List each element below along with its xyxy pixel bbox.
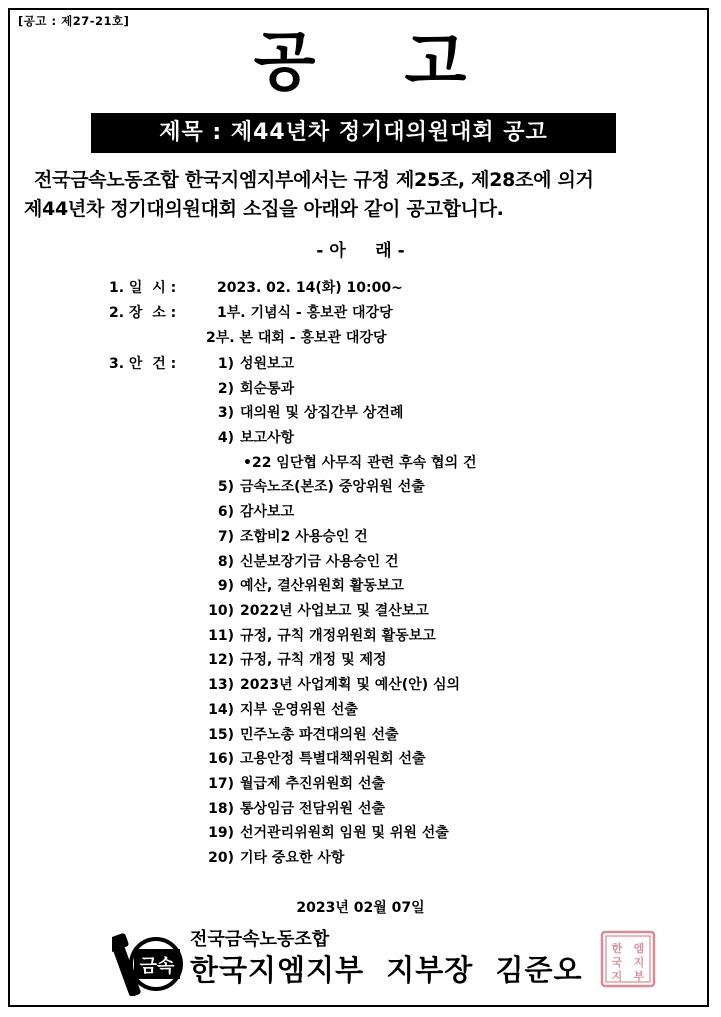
intro-line-1: 전국금속노동조합 한국지엠지부에서는 규정 제25조, 제28조에 의거 bbox=[34, 169, 594, 191]
page-title bbox=[0, 28, 721, 98]
agenda-item bbox=[206, 526, 368, 546]
agenda-item bbox=[206, 378, 294, 398]
agenda-item-text: 통상임금 전담위원 선출 bbox=[240, 801, 385, 817]
agenda-item-number: 11) bbox=[208, 628, 234, 644]
intro-line-2: 제44년차 정기대의원대회 소집을 아래와 같이 공고합니다. bbox=[24, 198, 504, 220]
title-char-2: 고 bbox=[404, 26, 468, 100]
agenda-item-text: 신분보장기금 사용승인 건 bbox=[240, 554, 399, 570]
agenda-item bbox=[206, 402, 403, 422]
section-value: 1부. 기념식 - 홍보관 대강당 bbox=[217, 305, 393, 321]
agenda-item-text: 규정, 규칙 개정 및 제정 bbox=[240, 652, 387, 668]
agenda-subitem bbox=[243, 452, 477, 472]
svg-text:부: 부 bbox=[633, 970, 645, 983]
document-frame bbox=[8, 8, 709, 1007]
section-place-line-2: 2부. 본 대회 - 홍보관 대강당 bbox=[206, 330, 387, 346]
title-char-1: 공 bbox=[253, 26, 317, 100]
agenda-item-number: 17) bbox=[208, 776, 234, 792]
intro-paragraph bbox=[24, 166, 704, 224]
issue-date: 2023년 02월 07일 bbox=[296, 900, 425, 916]
agenda-item bbox=[206, 847, 344, 867]
agenda-item bbox=[206, 748, 426, 768]
agenda-item-number: 12) bbox=[208, 652, 234, 668]
svg-text:지: 지 bbox=[611, 970, 623, 983]
agenda-item-number: 1) bbox=[217, 356, 234, 372]
agenda-item-text: 2022년 사업보고 및 결산보고 bbox=[240, 603, 429, 619]
agenda-item-text: 기타 중요한 사항 bbox=[240, 850, 345, 866]
below-heading: - 아 래 - bbox=[316, 241, 405, 261]
agenda-item-text: 회순통과 bbox=[240, 381, 295, 397]
section-label: 2. 장 소 : bbox=[109, 305, 177, 321]
agenda-item bbox=[206, 427, 294, 447]
agenda-item-number: 3) bbox=[217, 405, 234, 421]
agenda-item bbox=[206, 600, 429, 620]
agenda-item bbox=[206, 501, 294, 521]
agenda-item-number: 2) bbox=[217, 381, 234, 397]
agenda-item bbox=[206, 798, 385, 818]
agenda-subitem-text: •22 임단협 사무직 관련 후속 협의 건 bbox=[243, 455, 477, 471]
agenda-item bbox=[206, 551, 399, 571]
agenda-item-text: 감사보고 bbox=[240, 504, 295, 520]
subject-bar: 제목 : 제44년차 정기대의원대회 공고 bbox=[91, 113, 616, 153]
agenda-item bbox=[206, 476, 425, 496]
agenda-item bbox=[206, 575, 404, 595]
agenda-item bbox=[206, 699, 358, 719]
agenda-item-number: 9) bbox=[217, 578, 234, 594]
red-seal-stamp-icon bbox=[600, 930, 656, 988]
agenda-item bbox=[206, 674, 460, 694]
logo-text: 금속 bbox=[139, 956, 175, 977]
agenda-item-text: 2023년 사업계획 및 예산(안) 심의 bbox=[240, 677, 461, 693]
agenda-item bbox=[206, 625, 436, 645]
svg-text:엠: 엠 bbox=[633, 942, 645, 955]
agenda-item-text: 규정, 규칙 개정위원회 활동보고 bbox=[240, 628, 436, 644]
section-agenda bbox=[109, 353, 217, 373]
agenda-item-text: 금속노조(본조) 중앙위원 선출 bbox=[240, 479, 425, 495]
agenda-item-number: 8) bbox=[217, 554, 234, 570]
org-name: 전국금속노동조합 bbox=[190, 929, 330, 950]
agenda-item bbox=[206, 822, 449, 842]
agenda-item-number: 20) bbox=[208, 850, 234, 866]
agenda-item-number: 4) bbox=[217, 430, 234, 446]
agenda-item-number: 18) bbox=[208, 801, 234, 817]
union-logo-icon bbox=[112, 924, 190, 996]
section-value: 2023. 02. 14(화) 10:00~ bbox=[217, 280, 403, 296]
agenda-item bbox=[206, 353, 294, 373]
section-label: 1. 일 시 : bbox=[109, 280, 177, 296]
agenda-item-text: 보고사항 bbox=[240, 430, 295, 446]
notice-number: [공고 : 제27-21호] bbox=[18, 14, 130, 28]
agenda-item-number: 5) bbox=[217, 479, 234, 495]
agenda-item-number: 10) bbox=[208, 603, 234, 619]
svg-text:지: 지 bbox=[633, 956, 645, 969]
agenda-item-number: 7) bbox=[217, 529, 234, 545]
agenda-item-text: 고용안정 특별대책위원회 선출 bbox=[240, 751, 426, 767]
agenda-item-text: 월급제 추진위원회 선출 bbox=[240, 776, 385, 792]
section-label: 3. 안 건 : bbox=[109, 356, 177, 372]
agenda-item-number: 15) bbox=[208, 727, 234, 743]
agenda-item-text: 대의원 및 상집간부 상견례 bbox=[240, 405, 404, 421]
agenda-item-text: 예산, 결산위원회 활동보고 bbox=[240, 578, 404, 594]
agenda-item-number: 14) bbox=[208, 702, 234, 718]
agenda-item-text: 선거관리위원회 임원 및 위원 선출 bbox=[240, 825, 449, 841]
agenda-item-text: 민주노총 파견대의원 선출 bbox=[240, 727, 399, 743]
agenda-item-number: 6) bbox=[217, 504, 234, 520]
agenda-item-number: 19) bbox=[208, 825, 234, 841]
agenda-item bbox=[206, 773, 385, 793]
agenda-item bbox=[206, 724, 399, 744]
agenda-item-text: 조합비2 사용승인 건 bbox=[240, 529, 368, 545]
section-place bbox=[109, 302, 393, 322]
signatory-line: 한국지엠지부 지부장 김준오 bbox=[190, 953, 583, 987]
agenda-item-number: 16) bbox=[208, 751, 234, 767]
agenda-item-number: 13) bbox=[208, 677, 234, 693]
agenda-item bbox=[206, 649, 387, 669]
section-date bbox=[109, 277, 403, 297]
svg-text:한: 한 bbox=[611, 942, 623, 955]
svg-text:국: 국 bbox=[611, 956, 623, 969]
agenda-item-text: 성원보고 bbox=[240, 356, 295, 372]
agenda-item-text: 지부 운영위원 선출 bbox=[240, 702, 358, 718]
